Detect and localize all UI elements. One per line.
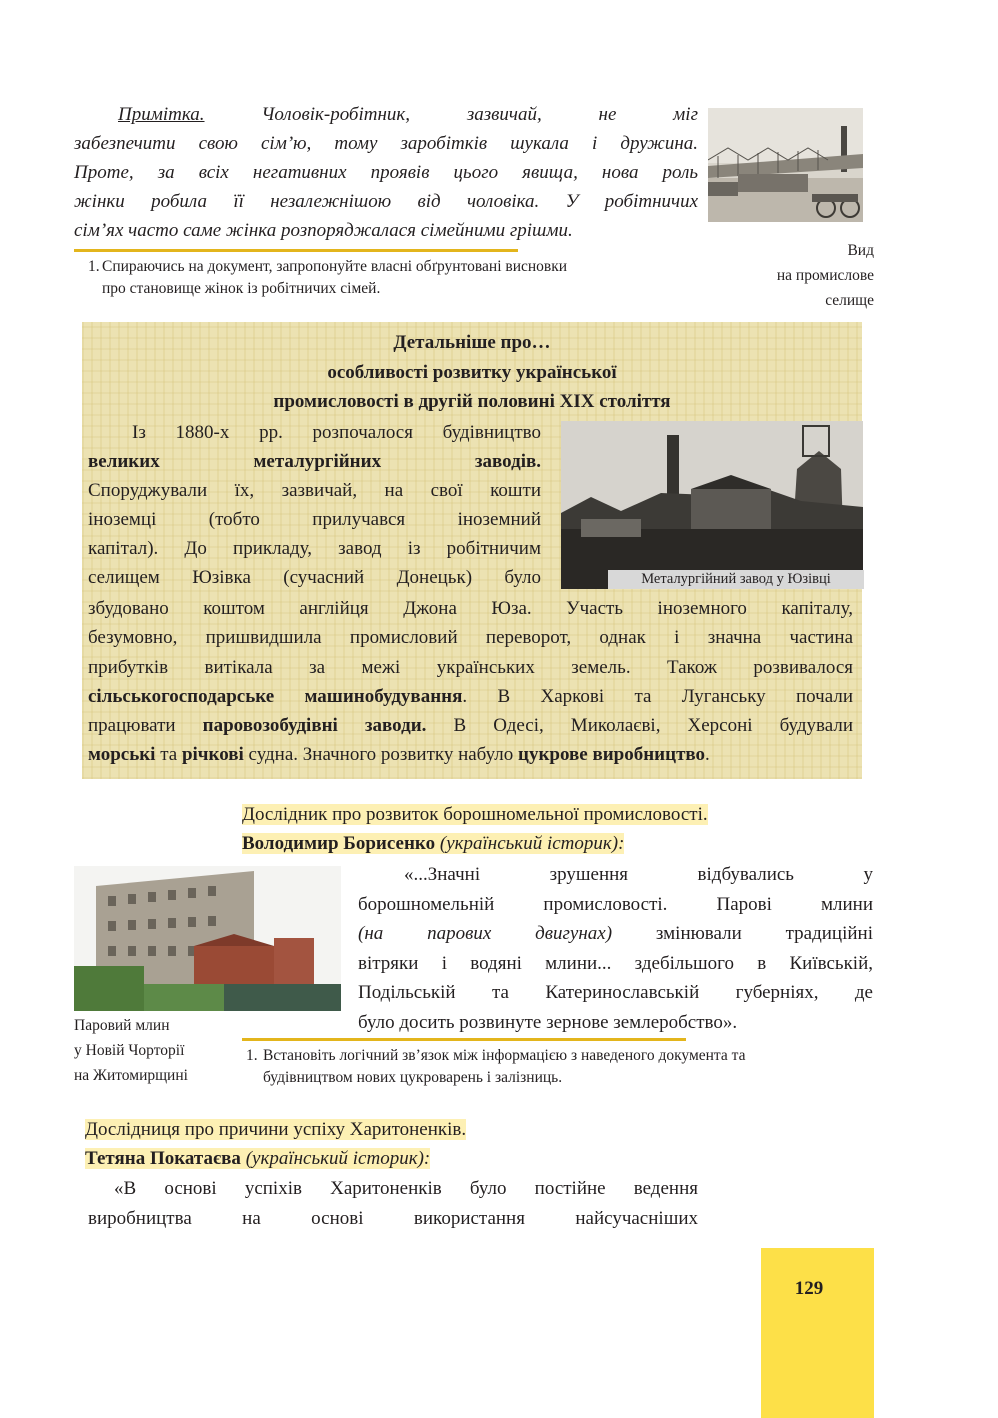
note-block (74, 100, 698, 245)
question-number: 1. (88, 258, 100, 275)
text-line (88, 740, 853, 769)
researcher-topic: Дослідник про розвиток борошномельної промисловості. (242, 804, 708, 825)
note-line: жінки робила її незалежнішою від чоловіка. У робітничих (74, 191, 698, 212)
researcher-role: (український історик): (245, 1148, 431, 1169)
divider-rule (74, 249, 518, 252)
page-number-tab (761, 1248, 874, 1418)
caption-line: Вид (847, 242, 874, 259)
steam-mill-photo (74, 866, 341, 1011)
caption-line: у Новій Чорторії (74, 1042, 185, 1059)
text-run: . (705, 744, 710, 766)
text-line: Споруджували їх, зазвичай, на свої кошти (88, 480, 541, 501)
note-line: Чоловік-робітник, зазвичай, не міг (261, 104, 698, 125)
page-number: 129 (794, 1278, 824, 1299)
text-line: селищем Юзівка (сучасний Донецьк) було (88, 567, 541, 588)
text-line: іноземці (тобто прилучався іноземний (88, 509, 541, 530)
note-line: забезпечити свою сім’ю, тому заробітків шукала і дружина. (74, 133, 698, 154)
detail-text-wrapped (88, 418, 541, 592)
quote-italic: (на парових двигунах) (358, 923, 613, 944)
bold-term: сільськогосподарське машинобудування (88, 685, 463, 707)
researcher-name: Володимир Борисенко (242, 833, 436, 854)
text-line: прибутків витікала за межі українських земель. Також розвивалося (88, 656, 853, 678)
question-1 (88, 256, 700, 300)
text-run: . В Харкові та Луганську почали (462, 685, 853, 707)
caption-line: на промислове (776, 267, 874, 284)
text-run: В Одесі, Миколаєві, Херсоні будували (426, 715, 853, 737)
quote-line (358, 919, 873, 949)
researcher-role: (український історик): (439, 833, 625, 854)
photo-caption (730, 238, 874, 313)
text-run: судна. Значного розвитку набуло (243, 744, 519, 766)
researcher-name: Тетяна Покатаєва (85, 1148, 241, 1169)
detail-text-full (88, 594, 853, 770)
text-run: та (155, 744, 182, 766)
caption-line: на Житомирщині (74, 1067, 188, 1084)
text-line: Із 1880-х рр. розпочалося будівництво (132, 422, 541, 443)
researcher-heading (242, 800, 708, 858)
text-line (88, 711, 853, 740)
quote-line: «В основі успіхів Харитоненків було постійне ведення (114, 1178, 698, 1199)
divider-rule (242, 1038, 686, 1041)
title-line: особливості розвитку української (327, 361, 617, 383)
title-line: промисловості в другій половині XIX століття (273, 391, 671, 412)
bold-term: морські (88, 744, 156, 766)
quote-line: «...Значні зрушення відбувались у (404, 864, 873, 885)
detail-title (82, 328, 862, 417)
quote-line: борошномельній промисловості. Парові млини (358, 893, 873, 915)
bold-term: паровозобудівні заводи. (202, 715, 427, 737)
quote-pokataieva (88, 1174, 698, 1233)
quote-line: було досить розвинуте зернове землеробство». (358, 1011, 738, 1033)
researcher-heading (85, 1115, 466, 1173)
text-line: великих металургійних заводів. (88, 451, 541, 472)
quote-line: вітряки і водяні млини... здебільшого в Київській, (358, 952, 873, 974)
text-line: збудовано коштом англійця Джона Юза. Участь іноземного капіталу, (88, 598, 853, 619)
quote-line: Подільській та Катеринославській губерніях, де (358, 982, 873, 1003)
bold-term: цукрове виробництво (518, 744, 706, 766)
question-text: будівництвом нових цукроварень і залізниць. (263, 1069, 563, 1086)
text-line: безумовно, пришвидшила промисловий переворот, однак і значна частина (88, 627, 853, 649)
text-line (88, 682, 853, 711)
quote-line: виробництва на основі використання найсучасніших (88, 1207, 698, 1229)
title-line: Детальніше про… (393, 332, 551, 353)
note-line: сім’ях часто саме жінка розпоряджалася сімейними грішми. (74, 220, 573, 241)
researcher-topic: Дослідниця про причини успіху Харитоненків. (85, 1119, 467, 1140)
text-run: працювати (88, 715, 203, 737)
photo-caption: Металургійний завод у Юзівці (608, 570, 864, 589)
question-2 (246, 1045, 874, 1089)
industrial-settlement-photo (708, 108, 863, 222)
quote-borysenko (358, 860, 873, 1037)
note-label: Примітка. (118, 104, 205, 125)
question-number: 1. (246, 1047, 258, 1064)
metallurgical-plant-photo (561, 421, 863, 589)
text-line: капітал). До прикладу, завод із робітничим (88, 538, 541, 559)
caption-line: Паровий млин (74, 1017, 170, 1034)
text-run: змінювали традиційні (612, 923, 873, 944)
caption-line: селище (825, 292, 874, 309)
question-text: Встановіть логічний зв’язок між інформацією з наведеного документа та (263, 1047, 746, 1064)
note-line: Проте, за всіх негативних проявів цього явища, нова роль (74, 162, 698, 183)
bold-term: річкові (181, 744, 244, 766)
question-text: Спираючись на документ, запропонуйте власні обґрунтовані висновки (102, 258, 568, 275)
photo-caption (74, 1013, 188, 1088)
question-text: про становище жінок із робітничих сімей. (102, 280, 381, 297)
